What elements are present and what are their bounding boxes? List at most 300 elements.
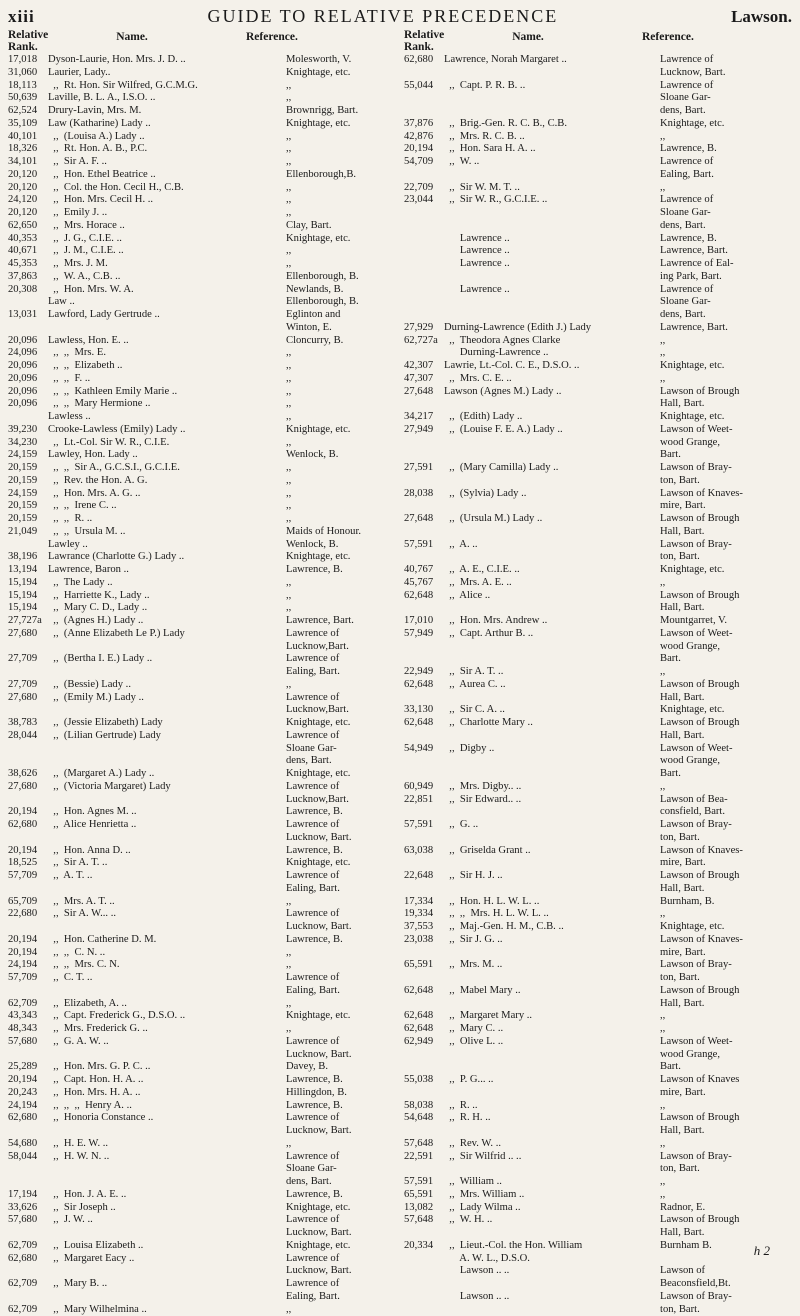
rank-cell: 15,194	[8, 590, 48, 603]
rank-cell: 38,196	[8, 551, 48, 564]
rank-cell: 62,709	[8, 1278, 48, 1291]
rank-cell: 37,553	[404, 921, 444, 934]
reference-cell: ,,	[286, 1023, 396, 1036]
rank-cell: 62,524	[8, 105, 48, 118]
name-cell: Lawley ..	[48, 539, 286, 552]
reference-cell: Lawson of Knaves- mire, Bart.	[660, 934, 792, 960]
name-cell: ,, Aurea C. ..	[444, 679, 660, 692]
rank-cell: 55,044	[404, 80, 444, 93]
rank-cell: 28,038	[404, 488, 444, 501]
reference-cell: ,,	[286, 590, 396, 603]
rank-header: Relative Rank.	[8, 30, 52, 54]
reference-cell: Lawson of Weet- wood Grange, Bart.	[660, 628, 792, 666]
name-cell: ,, Sir A. F. ..	[48, 156, 286, 169]
reference-cell: Lawrence, B.	[286, 564, 396, 577]
name-cell: ,, Charlotte Mary ..	[444, 717, 660, 730]
rank-cell: 57,591	[404, 539, 444, 552]
reference-cell: Burnham, B.	[660, 896, 792, 909]
name-cell: Durning-Lawrence ..	[444, 347, 660, 360]
name-cell: Crooke-Lawless (Emily) Lady ..	[48, 424, 286, 437]
name-cell: ,, Hon. H. L. W. L. ..	[444, 896, 660, 909]
name-cell: ,, C. T. ..	[48, 972, 286, 985]
entry-row	[404, 717, 792, 743]
rank-cell: 20,334	[404, 1240, 444, 1253]
entry-row	[404, 590, 792, 616]
reference-cell: ,,	[286, 488, 396, 501]
entry-row	[404, 1176, 792, 1189]
page-title: GUIDE TO RELATIVE PRECEDENCE	[207, 6, 558, 27]
entry-row	[404, 1214, 792, 1240]
rank-cell: 57,709	[8, 972, 48, 985]
name-cell: ,, Mrs. William ..	[444, 1189, 660, 1202]
reference-cell: Lawrence of Sloane Gar- dens, Bart.	[286, 730, 396, 768]
reference-cell: Knightage, etc.	[286, 1010, 396, 1023]
rank-cell: 27,709	[8, 679, 48, 692]
reference-cell: Lawrence of Sloane Gar- dens, Bart.	[286, 1151, 396, 1189]
rank-cell: 22,680	[8, 908, 48, 921]
rank-cell: 27,648	[404, 513, 444, 526]
reference-cell: ,,	[660, 1189, 792, 1202]
name-cell: ,, (Lilian Gertrude) Lady	[48, 730, 286, 743]
reference-cell: ,,	[286, 194, 396, 207]
name-cell: ,, Alice ..	[444, 590, 660, 603]
reference-cell: Lawrence of Lucknow, Bart.	[660, 54, 792, 80]
name-cell: Lawson (Agnes M.) Lady ..	[444, 386, 660, 399]
reference-cell: Lawson of Brough Hall, Bart.	[660, 590, 792, 616]
entry-row	[404, 54, 792, 80]
entry-row	[8, 1010, 396, 1023]
reference-cell: Lawson of Bray- ton, Bart.	[660, 539, 792, 565]
entry-row	[8, 819, 396, 845]
entry-row	[404, 819, 792, 845]
entry-row	[404, 245, 792, 258]
rank-cell: 24,159	[8, 488, 48, 501]
rank-cell: 50,639	[8, 92, 48, 105]
left-column	[8, 30, 396, 1316]
entry-row	[404, 80, 792, 118]
name-cell: ,, Capt. Frederick G., D.S.O. ..	[48, 1010, 286, 1023]
reference-cell: ,,	[660, 1100, 792, 1113]
entry-row	[8, 67, 396, 80]
name-cell: ,, A. T. ..	[48, 870, 286, 883]
reference-cell: ,,	[286, 1304, 396, 1316]
rank-cell: 58,044	[8, 1151, 48, 1164]
entry-row	[8, 1151, 396, 1189]
reference-cell: ,,	[660, 666, 792, 679]
rank-cell: 62,648	[404, 679, 444, 692]
name-cell: ,, Olive L. ..	[444, 1036, 660, 1049]
name-cell: ,, Hon. Mrs. Andrew ..	[444, 615, 660, 628]
name-cell: Law (Katharine) Lady ..	[48, 118, 286, 131]
entry-row	[404, 1100, 792, 1113]
entry-row	[8, 602, 396, 615]
rank-cell: 27,929	[404, 322, 444, 335]
reference-cell: ,,	[660, 1176, 792, 1189]
rank-cell: 20,194	[8, 1074, 48, 1087]
rank-cell: 48,343	[8, 1023, 48, 1036]
entry-row	[404, 156, 792, 182]
name-header: Name.	[52, 30, 212, 54]
reference-cell: Lawrence of Lucknow, Bart.	[286, 1112, 396, 1138]
reference-cell: Newlands, B.	[286, 284, 396, 297]
reference-cell: Lawson of Bea- consfield, Bart.	[660, 794, 792, 820]
name-cell: ,, (Mary Camilla) Lady ..	[444, 462, 660, 475]
reference-cell: Lawson of Brough Hall, Bart.	[660, 1112, 792, 1138]
reference-cell: Lawson of Knaves- mire, Bart.	[660, 488, 792, 514]
reference-cell: Hillingdon, B.	[286, 1087, 396, 1100]
name-cell: ,, Mrs. J. M.	[48, 258, 286, 271]
reference-cell: Lawrence of Ealing, Bart.	[660, 156, 792, 182]
entry-row	[8, 92, 396, 105]
name-cell: Laurier, Lady..	[48, 67, 286, 80]
name-cell: ,, Hon. Ethel Beatrice ..	[48, 169, 286, 182]
name-cell: ,, ,, F. ..	[48, 373, 286, 386]
rank-cell: 27,949	[404, 424, 444, 437]
entry-row	[8, 1214, 396, 1240]
entry-row	[404, 577, 792, 590]
name-cell: ,, A. ..	[444, 539, 660, 552]
rank-cell: 20,096	[8, 398, 48, 411]
reference-cell: Lawrence of Lucknow,Bart.	[286, 628, 396, 654]
reference-cell: ,,	[286, 207, 396, 220]
name-cell: Lawless ..	[48, 411, 286, 424]
name-cell: Laville, B. L. A., I.S.O. ..	[48, 92, 286, 105]
rank-cell: 27,680	[8, 628, 48, 641]
entry-row	[404, 462, 792, 488]
reference-cell: Knightage, etc.	[286, 768, 396, 781]
entry-row	[8, 896, 396, 909]
reference-cell: Lawrence of Sloane Gar- dens, Bart.	[660, 284, 792, 322]
entry-row	[8, 258, 396, 271]
rank-cell: 20,194	[8, 947, 48, 960]
rank-cell: 25,289	[8, 1061, 48, 1074]
rank-cell: 62,709	[8, 1240, 48, 1253]
reference-cell: Lawrence, B.	[286, 934, 396, 947]
entry-row	[8, 373, 396, 386]
entry-row	[8, 207, 396, 220]
name-cell: ,, Sir H. J. ..	[444, 870, 660, 883]
entry-row	[8, 284, 396, 297]
reference-cell: Brownrigg, Bart.	[286, 105, 396, 118]
reference-cell: Lawrence of Lucknow, Bart.	[286, 819, 396, 845]
reference-cell: ,,	[286, 602, 396, 615]
rank-cell: 57,709	[8, 870, 48, 883]
reference-cell: Knightage, etc.	[286, 424, 396, 437]
entry-row	[404, 1291, 792, 1316]
reference-cell: Lawrence, Bart.	[286, 615, 396, 628]
entry-row	[8, 169, 396, 182]
name-cell: ,, Mrs. C. E. ..	[444, 373, 660, 386]
reference-cell: Lawrence, Bart.	[660, 245, 792, 258]
reference-cell: Lawrence, B.	[286, 1074, 396, 1087]
entry-row	[8, 335, 396, 348]
rank-cell: 24,159	[8, 449, 48, 462]
reference-cell: ,,	[286, 500, 396, 513]
entry-row	[404, 1151, 792, 1177]
name-cell: ,, Hon. Mrs. G. P. C. ..	[48, 1061, 286, 1074]
entry-row	[404, 845, 792, 871]
rank-cell: 34,217	[404, 411, 444, 424]
entry-row	[8, 1138, 396, 1151]
reference-cell: ,,	[286, 360, 396, 373]
rank-cell: 62,648	[404, 985, 444, 998]
rank-cell: 62,680	[8, 1253, 48, 1266]
entry-row	[8, 194, 396, 207]
name-cell: ,, Maj.-Gen. H. M., C.B. ..	[444, 921, 660, 934]
entry-row	[404, 513, 792, 539]
entry-row	[404, 1074, 792, 1100]
entry-row	[8, 972, 396, 998]
reference-cell: Cloncurry, B.	[286, 335, 396, 348]
rank-cell: 62,648	[404, 1010, 444, 1023]
reference-cell: Ellenborough,B.	[286, 169, 396, 182]
reference-cell: ,,	[286, 959, 396, 972]
rank-cell: 22,648	[404, 870, 444, 883]
rank-cell: 54,648	[404, 1112, 444, 1125]
rank-cell: 42,876	[404, 131, 444, 144]
rank-cell: 22,851	[404, 794, 444, 807]
rank-cell: 57,648	[404, 1214, 444, 1227]
name-cell: ,, A. E., C.I.E. ..	[444, 564, 660, 577]
entry-row	[8, 870, 396, 896]
rank-cell: 58,038	[404, 1100, 444, 1113]
rank-cell: 37,863	[8, 271, 48, 284]
rank-cell: 20,159	[8, 462, 48, 475]
entry-row	[8, 500, 396, 513]
reference-cell: ,,	[286, 92, 396, 105]
rank-cell: 47,307	[404, 373, 444, 386]
name-cell: ,, ,, Kathleen Emily Marie ..	[48, 386, 286, 399]
name-cell: ,, Hon. Mrs. W. A.	[48, 284, 286, 297]
rank-cell: 17,018	[8, 54, 48, 67]
name-cell: ,, Sir W. R., G.C.I.E. ..	[444, 194, 660, 207]
entry-row	[8, 271, 396, 284]
reference-cell: Lawson of Brough Hall, Bart.	[660, 870, 792, 896]
reference-cell: Lawrence of Lucknow, Bart.	[286, 908, 396, 934]
name-cell: ,, W. H. ..	[444, 1214, 660, 1227]
name-cell: ,, H. W. N. ..	[48, 1151, 286, 1164]
entry-row	[8, 245, 396, 258]
name-cell: ,, Hon. Catherine D. M.	[48, 934, 286, 947]
name-cell: Dyson-Laurie, Hon. Mrs. J. D. ..	[48, 54, 286, 67]
name-cell: ,, ,, Ursula M. ..	[48, 526, 286, 539]
name-cell: ,, Sir Edward.. ..	[444, 794, 660, 807]
rank-cell: 23,038	[404, 934, 444, 947]
rank-cell: 45,767	[404, 577, 444, 590]
reference-cell: Molesworth, V.	[286, 54, 396, 67]
reference-cell: ,,	[660, 577, 792, 590]
reference-cell: Lawson of Brough Hall, Bart.	[660, 985, 792, 1011]
name-cell: ,, Hon. J. A. E. ..	[48, 1189, 286, 1202]
page-number: xiii	[8, 7, 35, 27]
entry-row	[8, 628, 396, 654]
reference-cell: ,,	[660, 1010, 792, 1023]
entry-row	[404, 781, 792, 794]
reference-header: Reference.	[608, 30, 792, 54]
name-cell: ,, Capt. Arthur B. ..	[444, 628, 660, 641]
reference-cell: ,,	[286, 373, 396, 386]
rank-cell: 24,120	[8, 194, 48, 207]
reference-cell: ,,	[286, 513, 396, 526]
rank-cell: 63,038	[404, 845, 444, 858]
rank-cell: 57,680	[8, 1214, 48, 1227]
reference-cell: Lawson of Brough Hall, Bart.	[660, 513, 792, 539]
entry-row	[8, 692, 396, 718]
name-cell: ,, Hon. Mrs. A. G. ..	[48, 488, 286, 501]
rank-cell: 20,096	[8, 373, 48, 386]
rank-cell: 13,031	[8, 309, 48, 322]
name-cell: ,, Lady Wilma ..	[444, 1202, 660, 1215]
rank-cell: 15,194	[8, 602, 48, 615]
reference-cell: ,,	[286, 245, 396, 258]
entry-row	[404, 118, 792, 131]
rank-cell: 62,949	[404, 1036, 444, 1049]
name-cell: ,, Sir A. W... ..	[48, 908, 286, 921]
entry-row	[404, 131, 792, 144]
name-cell: ,, R. ..	[444, 1100, 660, 1113]
entry-row	[404, 386, 792, 412]
entry-row	[8, 526, 396, 539]
name-cell: ,, Digby ..	[444, 743, 660, 756]
entry-row	[8, 462, 396, 475]
reference-cell: ,,	[660, 335, 792, 348]
entry-row	[8, 220, 396, 233]
rank-cell: 55,038	[404, 1074, 444, 1087]
entry-row	[8, 1202, 396, 1215]
rank-cell: 20,243	[8, 1087, 48, 1100]
reference-cell: Lawson of Brough Hall, Bart.	[660, 717, 792, 743]
rank-cell: 20,194	[8, 845, 48, 858]
right-column	[404, 30, 792, 1316]
rank-cell: 20,120	[8, 182, 48, 195]
name-cell: ,, ,, R. ..	[48, 513, 286, 526]
reference-cell: ,,	[660, 1138, 792, 1151]
reference-cell: Wenlock, B.	[286, 539, 396, 552]
reference-cell: ,,	[660, 131, 792, 144]
entry-row	[8, 615, 396, 628]
name-cell: ,, Hon. Mrs. H. A. ..	[48, 1087, 286, 1100]
name-cell: ,, (Sylvia) Lady ..	[444, 488, 660, 501]
name-cell: ,, Lt.-Col. Sir W. R., C.I.E.	[48, 437, 286, 450]
name-cell: ,, Hon. Agnes M. ..	[48, 806, 286, 819]
rank-cell: 45,353	[8, 258, 48, 271]
entry-row	[8, 1112, 396, 1138]
reference-cell: ,,	[286, 182, 396, 195]
entry-row	[8, 398, 396, 411]
reference-cell: Radnor, E.	[660, 1202, 792, 1215]
name-cell: ,, Lieut.-Col. the Hon. William A. W. L., D.S.O.	[444, 1240, 660, 1266]
reference-cell: ,,	[660, 908, 792, 921]
rank-cell: 27,648	[404, 386, 444, 399]
reference-cell: Lawrence of Eal- ing Park, Bart.	[660, 258, 792, 284]
entry-row	[404, 539, 792, 565]
entry-row	[8, 1253, 396, 1279]
name-cell: ,, (Louisa A.) Lady ..	[48, 131, 286, 144]
entry-row	[8, 347, 396, 360]
reference-cell: Lawrence of Lucknow, Bart.	[286, 1253, 396, 1279]
entry-row	[404, 743, 792, 781]
name-cell: Lawson .. ..	[444, 1291, 660, 1304]
rank-cell: 23,044	[404, 194, 444, 207]
rank-cell: 62,727a	[404, 335, 444, 348]
rank-cell: 20,194	[8, 934, 48, 947]
reference-cell: ,,	[660, 373, 792, 386]
reference-cell: ,,	[660, 182, 792, 195]
reference-cell: Lawrence of Ealing, Bart.	[286, 870, 396, 896]
reference-cell: Knightage, etc.	[286, 118, 396, 131]
reference-cell: Lawrence of Sloane Gar- dens, Bart.	[660, 194, 792, 232]
name-cell: Durning-Lawrence (Edith J.) Lady	[444, 322, 660, 335]
rank-cell: 54,709	[404, 156, 444, 169]
reference-cell: Clay, Bart.	[286, 220, 396, 233]
rank-cell: 62,648	[404, 590, 444, 603]
entry-row	[404, 182, 792, 195]
name-cell: Lawrie, Lt.-Col. C. E., D.S.O. ..	[444, 360, 660, 373]
reference-cell: ,,	[286, 947, 396, 960]
rank-cell: 22,591	[404, 1151, 444, 1164]
reference-cell: Knightage, etc.	[660, 411, 792, 424]
rank-cell: 20,159	[8, 475, 48, 488]
entry-row	[404, 908, 792, 921]
reference-cell: Knightage, etc.	[286, 857, 396, 870]
name-cell: ,, Louisa Elizabeth ..	[48, 1240, 286, 1253]
reference-cell: ,,	[286, 347, 396, 360]
name-cell: ,, ,, Sir A., G.C.S.I., G.C.I.E.	[48, 462, 286, 475]
entry-row	[8, 947, 396, 960]
reference-cell: Burnham B.	[660, 1240, 792, 1253]
entry-row	[404, 373, 792, 386]
rank-cell: 62,648	[404, 717, 444, 730]
reference-cell: Knightage, etc.	[286, 233, 396, 246]
rank-cell: 20,194	[8, 806, 48, 819]
entry-row	[404, 1112, 792, 1138]
entry-row	[8, 934, 396, 947]
rank-cell: 18,326	[8, 143, 48, 156]
name-cell: ,, Emily J. ..	[48, 207, 286, 220]
reference-cell: Lawrence of Ealing, Bart.	[286, 1278, 396, 1304]
entry-row	[8, 1240, 396, 1253]
reference-cell: Lawrence, B.	[660, 233, 792, 246]
name-cell: ,, Rev. W. ..	[444, 1138, 660, 1151]
reference-cell: Lawrence of Sloane Gar- dens, Bart.	[660, 80, 792, 118]
name-cell: ,, Mary C. ..	[444, 1023, 660, 1036]
rank-cell: 65,591	[404, 1189, 444, 1202]
entry-row	[8, 717, 396, 730]
rank-cell: 13,194	[8, 564, 48, 577]
name-cell: ,, Sir W. M. T. ..	[444, 182, 660, 195]
reference-cell: Lawrence of Lucknow, Bart.	[286, 1036, 396, 1062]
rank-header: Relative Rank.	[404, 30, 448, 54]
name-cell: Lawrance (Charlotte G.) Lady ..	[48, 551, 286, 564]
name-cell: ,, (Bertha I. E.) Lady ..	[48, 653, 286, 666]
entry-row	[8, 908, 396, 934]
name-cell: ,, William ..	[444, 1176, 660, 1189]
name-cell: ,, (Bessie) Lady ..	[48, 679, 286, 692]
entry-row	[404, 1023, 792, 1036]
entry-row	[404, 488, 792, 514]
rank-cell: 18,113	[8, 80, 48, 93]
reference-cell: Lawson of Weet- wood Grange, Bart.	[660, 1036, 792, 1074]
entry-row	[8, 156, 396, 169]
rank-cell: 20,120	[8, 207, 48, 220]
reference-cell: Lawson of Bray- ton, Bart.	[660, 1151, 792, 1177]
entry-row	[404, 628, 792, 666]
entry-row	[404, 896, 792, 909]
rank-cell: 54,680	[8, 1138, 48, 1151]
reference-header: Reference.	[212, 30, 396, 54]
reference-cell: ,,	[286, 577, 396, 590]
name-cell: ,, Mrs. Digby.. ..	[444, 781, 660, 794]
